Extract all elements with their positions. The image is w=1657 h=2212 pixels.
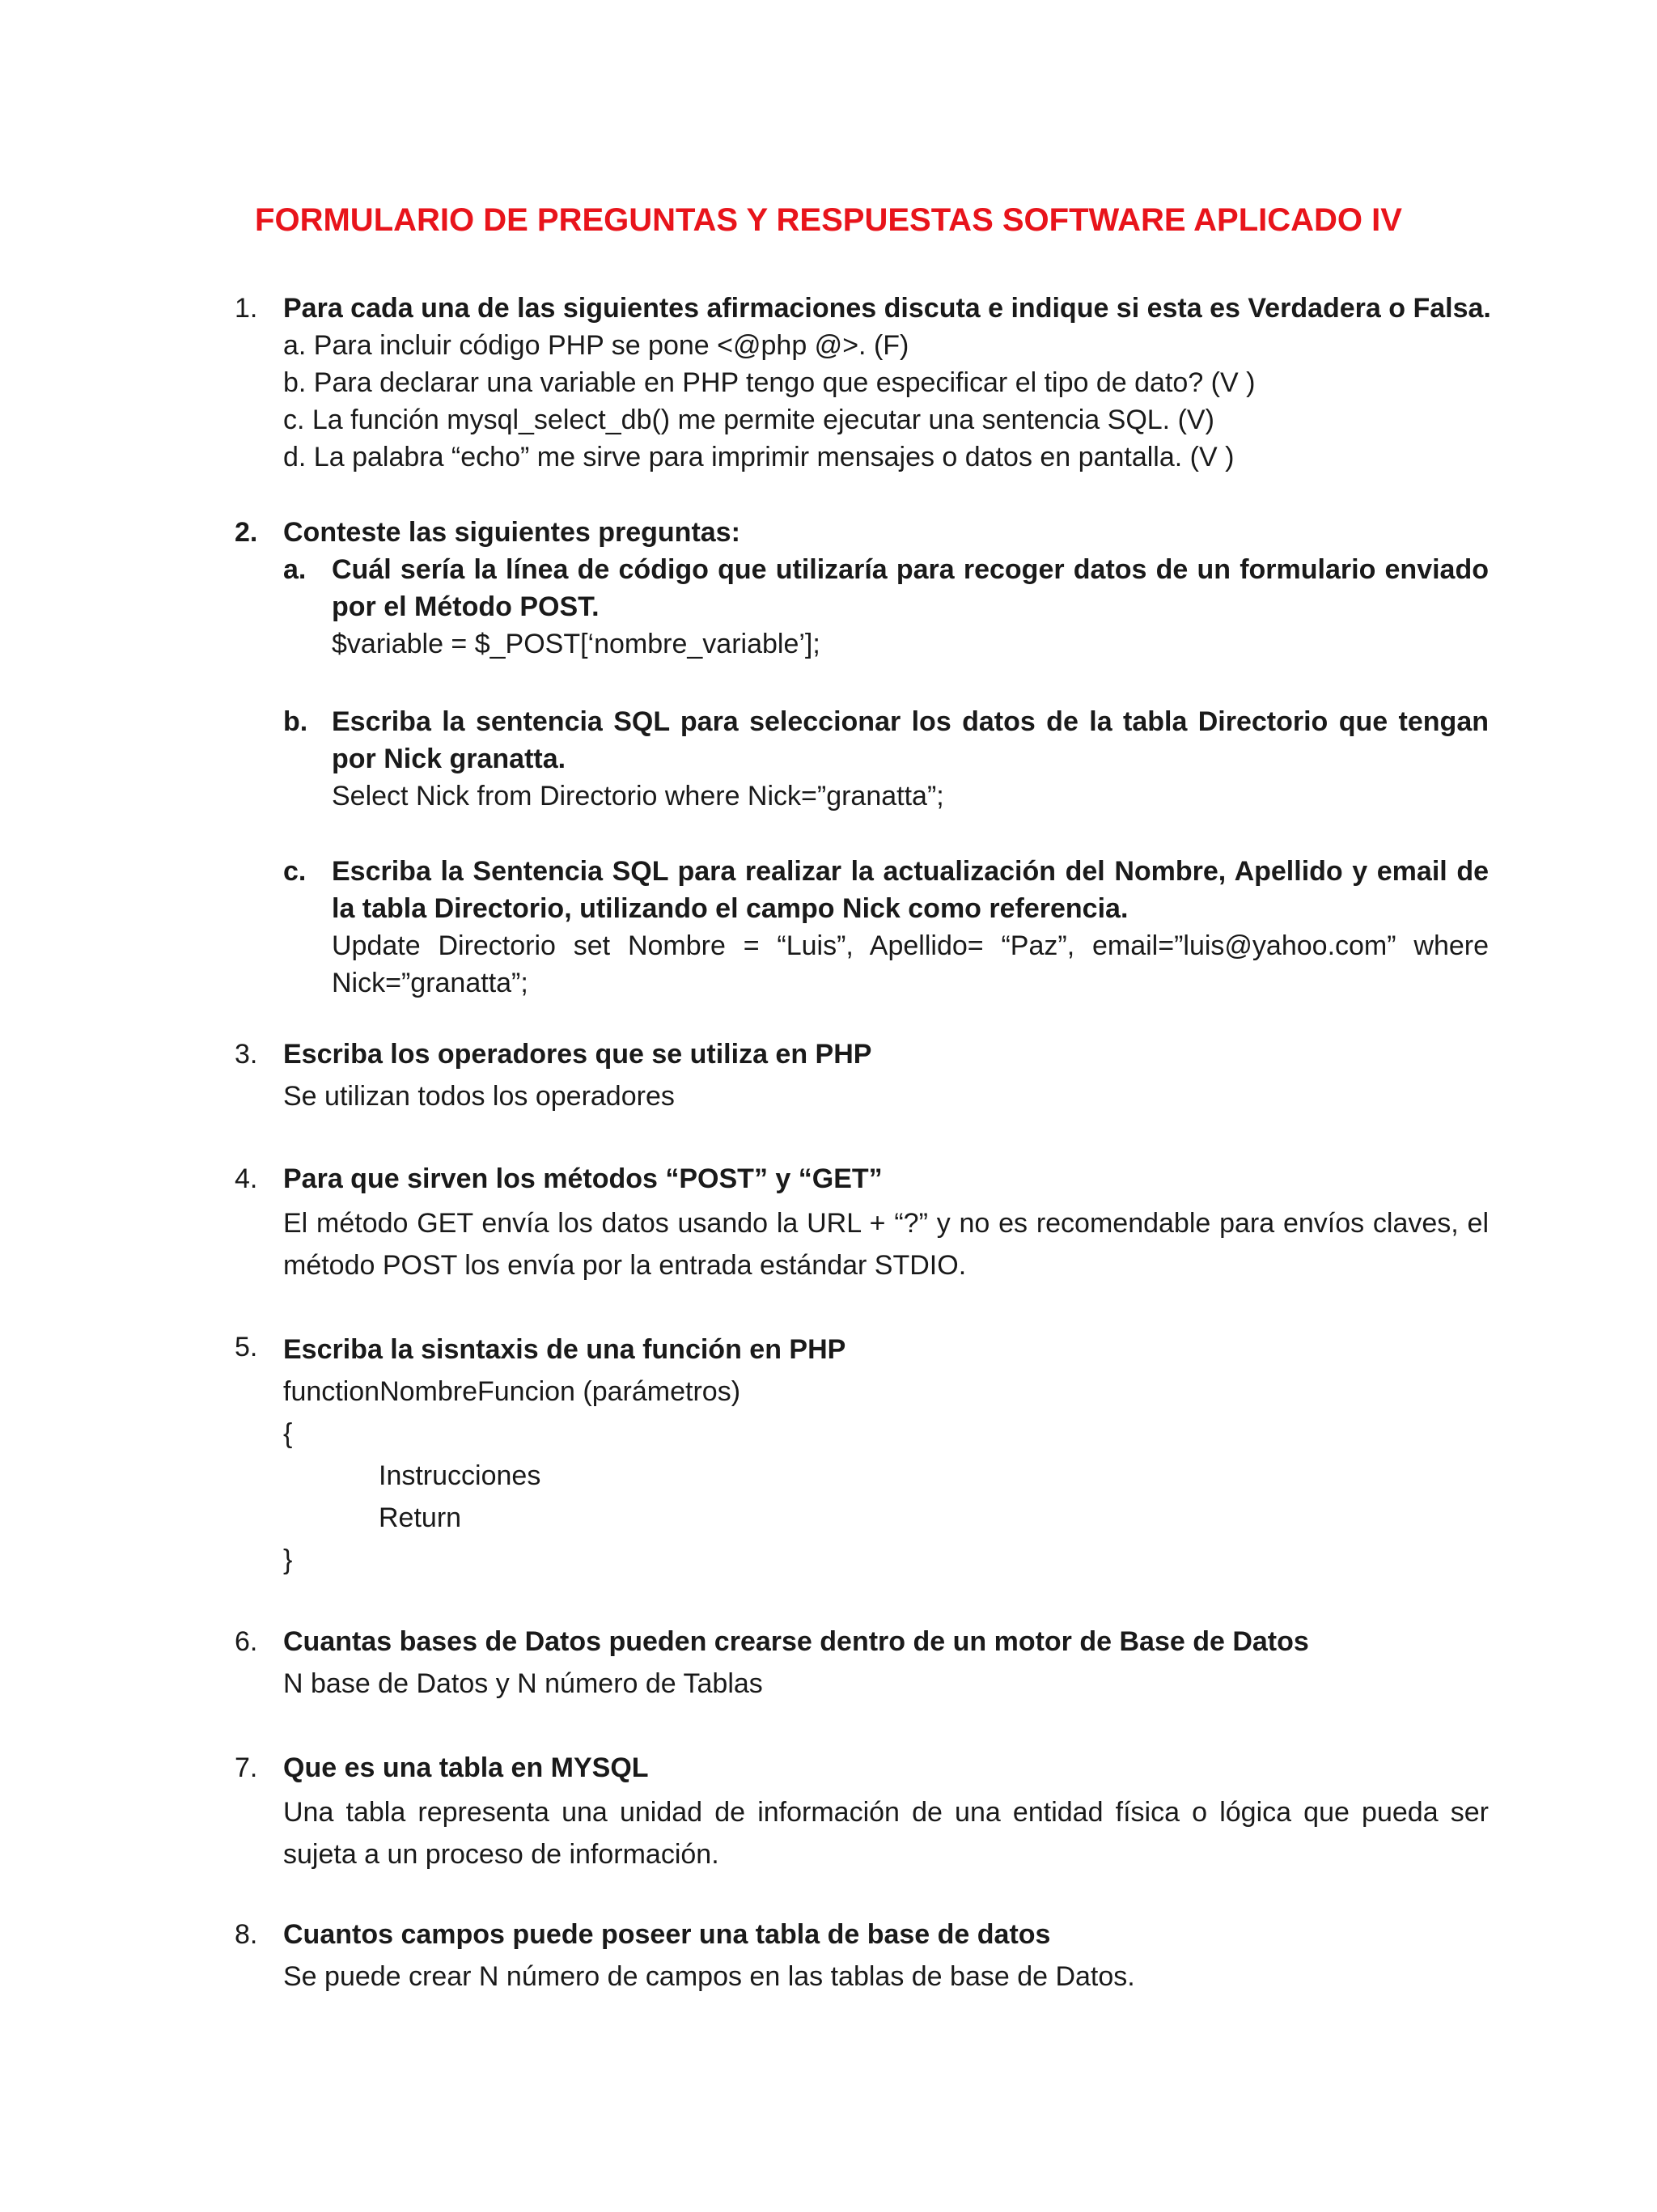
question-title: Escriba la sisntaxis de una función en PHP xyxy=(283,1334,846,1365)
question-title: Para que sirven los métodos “POST” y “GET” xyxy=(283,1163,883,1194)
question-6 xyxy=(235,1623,1489,1702)
question-number: 4. xyxy=(235,1163,258,1194)
statement-c: c. La función mysql_select_db() me permite ejecutar una sentencia SQL. (V) xyxy=(283,405,1214,435)
question-4 xyxy=(235,1160,1489,1286)
code-open-brace: { xyxy=(283,1418,293,1449)
question-number: 5. xyxy=(235,1332,258,1362)
question-3 xyxy=(235,1036,1489,1115)
question-number: 6. xyxy=(235,1626,258,1657)
subquestion-text: Cuál sería la línea de código que utilizaría para recoger datos de un formulario enviado por el Método POST. xyxy=(332,554,1489,622)
question-title: Que es una tabla en MYSQL xyxy=(283,1752,649,1783)
question-answer: El método GET envía los datos usando la URL + “?” y no es recomendable para envíos claves, el método POST los envía por la entrada estándar STDIO. xyxy=(283,1208,1489,1281)
question-number: 3. xyxy=(235,1039,258,1070)
question-1 xyxy=(235,290,1489,476)
code-line-body: Instrucciones xyxy=(379,1460,541,1491)
subquestion-b xyxy=(235,703,1489,815)
question-answer: Se utilizan todos los operadores xyxy=(283,1081,675,1112)
question-number: 1. xyxy=(235,293,258,324)
question-answer: Una tabla representa una unidad de información de una entidad física o lógica que pueda ser sujeta a un proceso de información. xyxy=(283,1797,1489,1870)
subquestion-text: Escriba la sentencia SQL para seleccionar los datos de la tabla Directorio que tengan por Nick granatta. xyxy=(332,706,1489,774)
subquestion-answer: $variable = $_POST[‘nombre_variable’]; xyxy=(332,629,820,659)
subquestion-letter: c. xyxy=(283,856,307,887)
statement-b: b. Para declarar una variable en PHP tengo que especificar el tipo de dato? (V ) xyxy=(283,367,1256,398)
code-line-signature: functionNombreFuncion (parámetros) xyxy=(283,1376,741,1407)
question-number: 2. xyxy=(235,517,258,548)
subquestion-c xyxy=(235,853,1489,1002)
document-title: FORMULARIO DE PREGUNTAS Y RESPUESTAS SOFTWARE APLICADO IV xyxy=(255,202,1402,238)
code-close-brace: } xyxy=(283,1545,293,1575)
question-8 xyxy=(235,1916,1489,1995)
subquestion-letter: a. xyxy=(283,554,307,585)
code-line-return: Return xyxy=(379,1502,462,1533)
question-5 xyxy=(235,1328,1489,1581)
question-answer: Se puede crear N número de campos en las tablas de base de Datos. xyxy=(283,1961,1135,1992)
question-title: Escriba los operadores que se utiliza en PHP xyxy=(283,1039,872,1070)
question-title: Conteste las siguientes preguntas: xyxy=(283,517,740,548)
question-title: Cuantas bases de Datos pueden crearse dentro de un motor de Base de Datos xyxy=(283,1626,1309,1657)
statement-a: a. Para incluir código PHP se pone <@php @>. (F) xyxy=(283,330,909,361)
statement-d: d. La palabra “echo” me sirve para imprimir mensajes o datos en pantalla. (V ) xyxy=(283,442,1235,472)
subquestion-letter: b. xyxy=(283,706,308,737)
question-2 xyxy=(235,514,1489,551)
question-title: Cuantos campos puede poseer una tabla de base de datos xyxy=(283,1919,1051,1950)
question-number: 8. xyxy=(235,1919,258,1950)
subquestion-text: Escriba la Sentencia SQL para realizar la actualización del Nombre, Apellido y email de la tabla Directorio, utilizando el campo Nick como referencia. xyxy=(332,856,1489,924)
subquestion-answer: Select Nick from Directorio where Nick=”granatta”; xyxy=(332,781,944,811)
question-7 xyxy=(235,1749,1489,1875)
subquestion-answer: Update Directorio set Nombre = “Luis”, Apellido= “Paz”, email=”luis@yahoo.com” where Nick=”granatta”; xyxy=(332,930,1489,998)
subquestion-a xyxy=(235,551,1489,663)
question-answer: N base de Datos y N número de Tablas xyxy=(283,1668,763,1699)
question-title: Para cada una de las siguientes afirmaciones discuta e indique si esta es Verdadera o Falsa. xyxy=(283,293,1491,324)
question-number: 7. xyxy=(235,1752,258,1783)
